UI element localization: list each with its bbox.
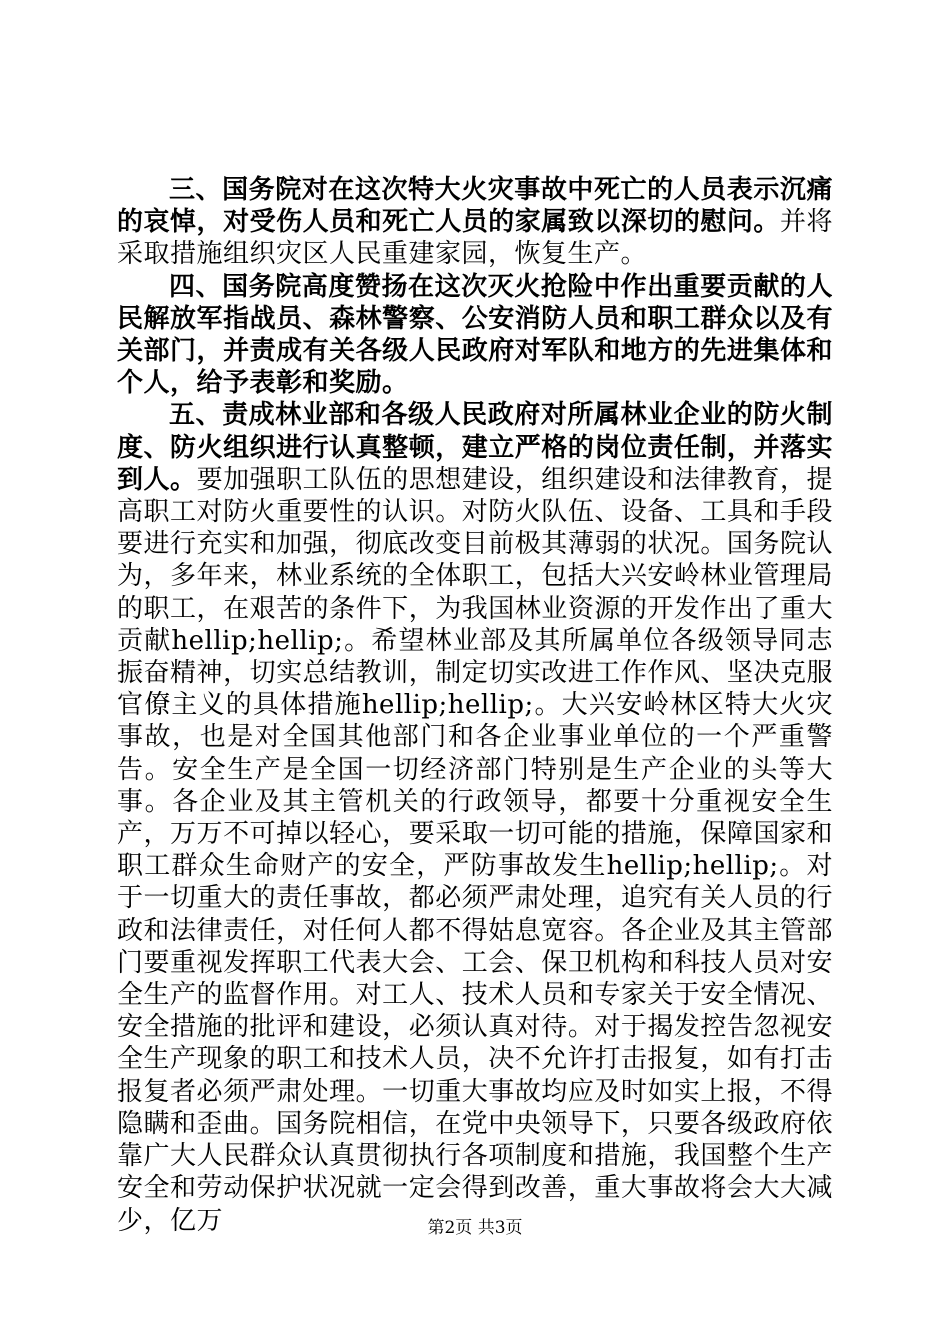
paragraph-5-normal: 要加强职工队伍的思想建设，组织建设和法律教育，提高职工对防火重要性的认识。对防火队伍、设备、工具和手段要进行充实和加强，彻底改变目前极其薄弱的状况。国务院认为，多年来，林业系统的全体职工，包括大兴安岭林业管理局的职工，在艰苦的条件下，为我国林业资源的开发作出了重大贡献hellip;hellip;。希望林业部及其所属单位各级领导同志振奋精神，切实总结教训，制定切实改进工作作风、坚决克服官僚主义的具体措施hellip;hellip;。大兴安岭林区特大火灾事故，也是对全国其他部门和各企业事业单位的一个严重警告。安全生产是全国一切经济部门特别是生产企业的头等大事。各企业及其主管机关的行政领导，都要十分重视安全生产，万万不可掉以轻心，要采取一切可能的措施，保障国家和职工群众生命财产的安全，严防事故发生hellip;hellip;。对于一切重大的责任事故，都必须严肃处理，追究有关人员的行政和法律责任，对任何人都不得姑息宽容。各企业及其主管部门要重视发挥职工代表大会、工会、保卫机构和科技人员对安全生产的监督作用。对工人、技术人员和专家关于安全情况、安全措施的批评和建设，必须认真对待。对于揭发控告忽视安全生产现象的职工和技术人员，决不允许打击报复，如有打击报复者必须严肃处理。一切重大事故均应及时如实上报，不得隐瞒和歪曲。国务院相信，在党中央领导下，只要各级政府依靠广大人民群众认真贯彻执行各项制度和措施，我国整个生产安全和劳动保护状况就一定会得到改善，重大事故将会大大减少，亿万	[117, 464, 833, 1236]
paragraph-4	[117, 271, 833, 400]
paragraph-4-bold: 四、国务院高度赞扬在这次灭火抢险中作出重要贡献的人民解放军指战员、森林警察、公安消防人员和职工群众以及有关部门，并责成有关各级人民政府对军队和地方的先进集体和个人，给予表彰和奖励。	[117, 271, 833, 399]
paragraph-3-bold: 三、国务院对在这次特大火灾事故中死亡的人员表示沉痛的哀悼，对受伤人员和死亡人员的家属致以深切的慰问。	[117, 175, 833, 238]
page-footer: 第2页 共3页	[427, 1218, 523, 1238]
paragraph-5	[117, 399, 833, 1236]
paragraph-3-normal: 并将采取措施组织灾区人民重建家园，恢复生产。	[117, 207, 833, 270]
paragraph-5-bold: 五、责成林业部和各级人民政府对所属林业企业的防火制度、防火组织进行认真整顿，建立严格的岗位责任制，并落实到人。	[117, 400, 833, 495]
body-text	[117, 174, 833, 1237]
paragraph-3	[117, 174, 833, 271]
